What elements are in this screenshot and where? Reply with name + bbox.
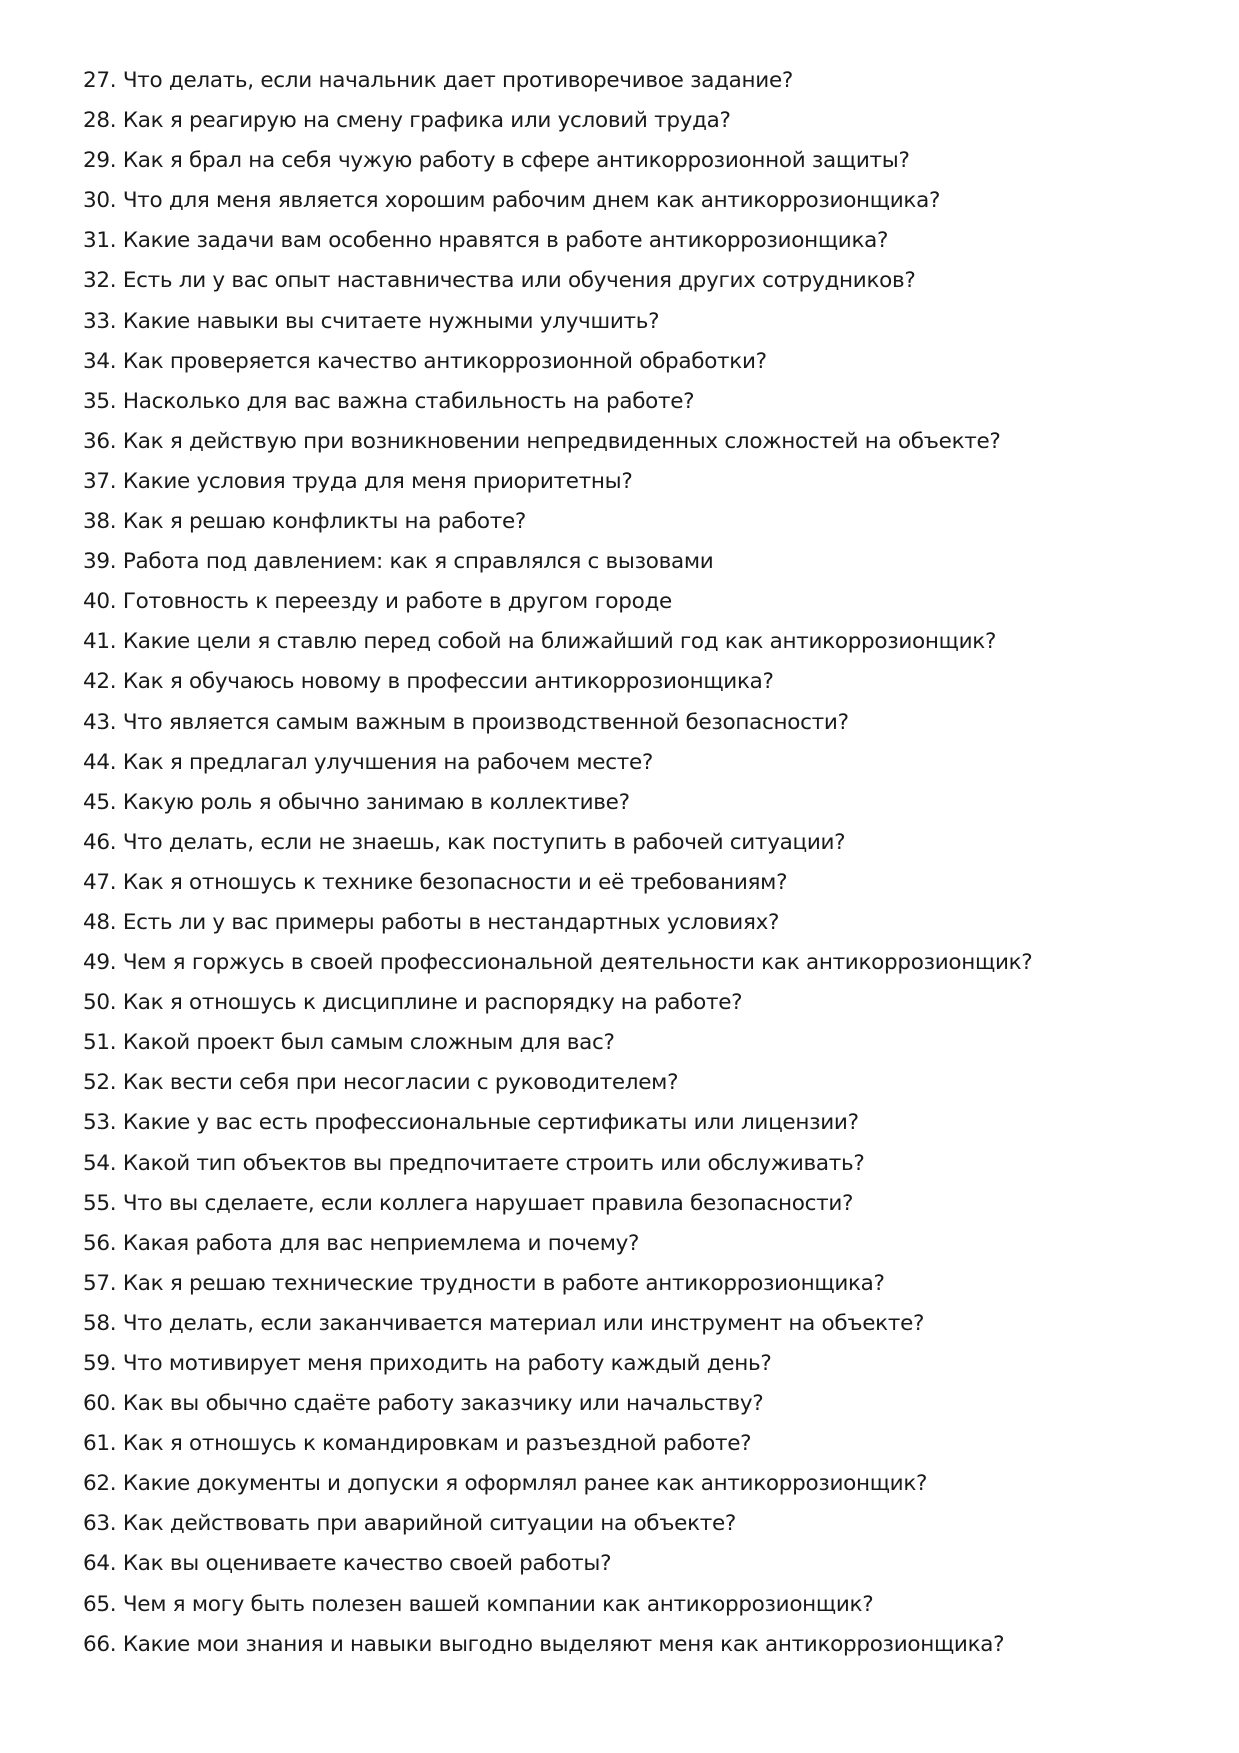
question-item: 56. Какая работа для вас неприемлема и почему? bbox=[83, 1230, 640, 1256]
question-item: 61. Как я отношусь к командировкам и разъездной работе? bbox=[83, 1431, 752, 1457]
question-item: 55. Что вы сделаете, если коллега нарушает правила безопасности? bbox=[83, 1190, 854, 1216]
question-item: 44. Как я предлагал улучшения на рабочем месте? bbox=[83, 749, 654, 775]
question-item: 52. Как вести себя при несогласии с руководителем? bbox=[83, 1070, 679, 1096]
question-item: 34. Как проверяется качество антикоррозионной обработки? bbox=[83, 348, 767, 374]
question-item: 62. Какие документы и допуски я оформлял ранее как антикоррозионщик? bbox=[83, 1471, 928, 1497]
question-item: 48. Есть ли у вас примеры работы в нестандартных условиях? bbox=[83, 909, 780, 935]
question-item: 32. Есть ли у вас опыт наставничества или обучения других сотрудников? bbox=[83, 268, 916, 294]
question-item: 29. Как я брал на себя чужую работу в сфере антикоррозионной защиты? bbox=[83, 148, 910, 174]
question-item: 65. Чем я могу быть полезен вашей компании как антикоррозионщик? bbox=[83, 1591, 874, 1617]
question-item: 35. Насколько для вас важна стабильность на работе? bbox=[83, 388, 695, 414]
question-item: 54. Какой тип объектов вы предпочитаете строить или обслуживать? bbox=[83, 1150, 865, 1176]
question-item: 50. Как я отношусь к дисциплине и распорядку на работе? bbox=[83, 990, 743, 1016]
question-item: 42. Как я обучаюсь новому в профессии антикоррозионщика? bbox=[83, 669, 774, 695]
question-item: 27. Что делать, если начальник дает противоречивое задание? bbox=[83, 68, 793, 93]
question-item: 41. Какие цели я ставлю перед собой на ближайший год как антикоррозионщик? bbox=[83, 629, 997, 655]
question-item: 40. Готовность к переезду и работе в другом городе bbox=[83, 589, 672, 615]
question-item: 60. Как вы обычно сдаёте работу заказчику или начальству? bbox=[83, 1391, 764, 1417]
question-item: 58. Что делать, если заканчивается материал или инструмент на объекте? bbox=[83, 1310, 925, 1336]
question-item: 39. Работа под давлением: как я справлялся с вызовами bbox=[83, 549, 714, 575]
question-item: 53. Какие у вас есть профессиональные сертификаты или лицензии? bbox=[83, 1110, 859, 1136]
question-item: 36. Как я действую при возникновении непредвиденных сложностей на объекте? bbox=[83, 428, 1001, 454]
question-list bbox=[83, 61, 1203, 1665]
question-item: 31. Какие задачи вам особенно нравятся в работе антикоррозионщика? bbox=[83, 228, 889, 254]
question-item: 28. Как я реагирую на смену графика или условий труда? bbox=[83, 108, 731, 134]
question-item: 49. Чем я горжусь в своей профессиональной деятельности как антикоррозионщик? bbox=[83, 950, 1033, 976]
question-item: 38. Как я решаю конфликты на работе? bbox=[83, 509, 526, 535]
question-item: 64. Как вы оцениваете качество своей работы? bbox=[83, 1551, 612, 1577]
question-item: 57. Как я решаю технические трудности в работе антикоррозионщика? bbox=[83, 1270, 885, 1296]
question-item: 47. Как я отношусь к технике безопасности и её требованиям? bbox=[83, 869, 788, 895]
question-item: 45. Какую роль я обычно занимаю в коллективе? bbox=[83, 789, 630, 815]
question-item: 63. Как действовать при аварийной ситуации на объекте? bbox=[83, 1511, 737, 1537]
question-item: 59. Что мотивирует меня приходить на работу каждый день? bbox=[83, 1351, 772, 1376]
question-item: 43. Что является самым важным в производственной безопасности? bbox=[83, 709, 849, 735]
question-item: 33. Какие навыки вы считаете нужными улучшить? bbox=[83, 308, 660, 334]
question-item: 51. Какой проект был самым сложным для вас? bbox=[83, 1030, 615, 1056]
question-item: 30. Что для меня является хорошим рабочим днем как антикоррозионщика? bbox=[83, 188, 941, 214]
question-item: 66. Какие мои знания и навыки выгодно выделяют меня как антикоррозионщика? bbox=[83, 1631, 1005, 1657]
question-item: 37. Какие условия труда для меня приоритетны? bbox=[83, 468, 633, 494]
question-item: 46. Что делать, если не знаешь, как поступить в рабочей ситуации? bbox=[83, 829, 846, 855]
